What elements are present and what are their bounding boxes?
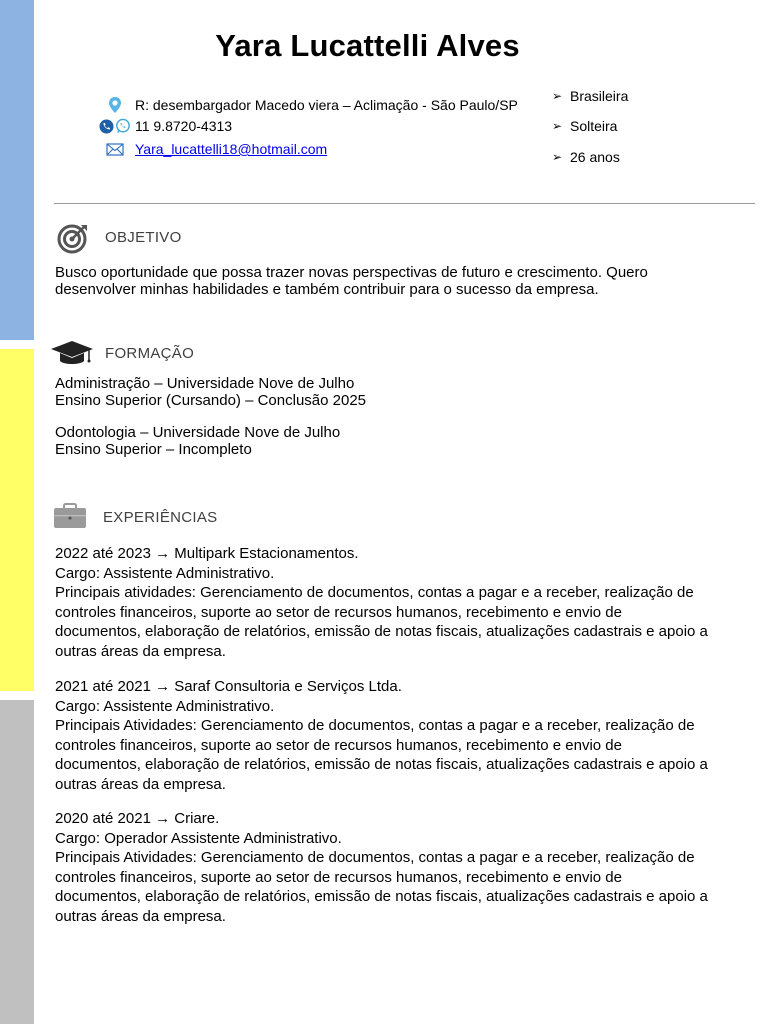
contact-address bbox=[96, 96, 518, 114]
experience-role: Cargo: Operador Assistente Administrativo. bbox=[55, 829, 342, 847]
objective-line: Busco oportunidade que possa trazer novas perspectivas de futuro e crescimento. Quero bbox=[55, 264, 648, 281]
side-bar-yellow bbox=[0, 349, 34, 691]
experience-line: outras áreas da empresa. bbox=[55, 775, 226, 793]
side-bar-gray bbox=[0, 700, 34, 1024]
phone-icon bbox=[99, 119, 114, 134]
education-course: Odontologia – Universidade Nove de Julho bbox=[55, 424, 341, 441]
address-text: R: desembargador Macedo viera – Aclimação - São Paulo/SP bbox=[135, 97, 518, 113]
objective-text bbox=[55, 264, 745, 298]
experience-line: controles financeiros, suporte ao setor de recursos humanos, recebimento e envio de bbox=[55, 603, 622, 621]
experience-line: controles financeiros, suporte ao setor de recursos humanos, recebimento e envio de bbox=[55, 736, 622, 754]
experience-header: 2020 até 2021 → Criare. bbox=[55, 810, 220, 827]
education-entry bbox=[55, 375, 745, 409]
experience-line: outras áreas da empresa. bbox=[55, 642, 226, 660]
phone-text: 11 9.8720-4313 bbox=[135, 118, 233, 134]
experience-role: Cargo: Assistente Administrativo. bbox=[55, 564, 275, 582]
fact-nationality bbox=[552, 88, 628, 104]
experience-line: documentos, elaboração de relatórios, emissão de notas fiscais, atualizações cadastrais e apoio a bbox=[55, 888, 708, 905]
experience-line: Principais atividades: Gerenciamento de documentos, contas a pagar e a receber, realização de bbox=[55, 584, 694, 601]
location-pin-icon bbox=[96, 96, 134, 114]
target-icon bbox=[56, 222, 90, 259]
fact-text: Brasileira bbox=[570, 88, 629, 104]
contact-phone bbox=[96, 118, 232, 134]
candidate-name: Yara Lucattelli Alves bbox=[215, 28, 520, 63]
fact-text: Solteira bbox=[570, 118, 618, 134]
graduation-cap-icon bbox=[50, 339, 94, 372]
arrowhead-bullet-icon: ➢ bbox=[552, 119, 563, 133]
experience-line: Principais Atividades: Gerenciamento de documentos, contas a pagar e a receber, realização de bbox=[55, 849, 695, 866]
experience-line: controles financeiros, suporte ao setor de recursos humanos, recebimento e envio de bbox=[55, 868, 622, 886]
section-title-experience: EXPERIÊNCIAS bbox=[103, 509, 218, 526]
education-entry bbox=[55, 424, 745, 458]
briefcase-icon bbox=[53, 502, 87, 535]
experience-role: Cargo: Assistente Administrativo. bbox=[55, 697, 275, 715]
email-link[interactable]: Yara_lucattelli18@hotmail.com bbox=[135, 141, 328, 157]
objective-line: desenvolver minhas habilidades e também contribuir para o sucesso da empresa. bbox=[55, 281, 599, 298]
fact-text: 26 anos bbox=[570, 149, 620, 165]
arrowhead-bullet-icon: ➢ bbox=[552, 150, 563, 164]
email-icon bbox=[96, 143, 134, 156]
section-title-education: FORMAÇÃO bbox=[105, 345, 195, 362]
phone-whatsapp-icons bbox=[96, 118, 134, 134]
experience-entry bbox=[55, 544, 745, 661]
experience-entry bbox=[55, 677, 745, 794]
education-detail: Ensino Superior – Incompleto bbox=[55, 441, 252, 458]
section-title-objective: OBJETIVO bbox=[105, 229, 182, 246]
fact-age bbox=[552, 149, 620, 165]
experience-line: Principais Atividades: Gerenciamento de documentos, contas a pagar e a receber, realização de bbox=[55, 717, 695, 734]
whatsapp-icon bbox=[115, 118, 131, 134]
contact-email bbox=[96, 141, 327, 157]
experience-line: documentos, elaboração de relatórios, emissão de notas fiscais, atualizações cadastrais e apoio a bbox=[55, 756, 708, 773]
experience-entry bbox=[55, 809, 745, 926]
experience-line: documentos, elaboração de relatórios, emissão de notas fiscais, atualizações cadastrais e apoio a bbox=[55, 623, 708, 640]
experience-header: 2022 até 2023 → Multipark Estacionamentos. bbox=[55, 545, 359, 562]
divider bbox=[54, 203, 755, 204]
arrowhead-bullet-icon: ➢ bbox=[552, 89, 563, 103]
fact-marital-status bbox=[552, 118, 617, 134]
education-detail: Ensino Superior (Cursando) – Conclusão 2025 bbox=[55, 392, 367, 409]
experience-line: outras áreas da empresa. bbox=[55, 907, 226, 925]
education-course: Administração – Universidade Nove de Julho bbox=[55, 375, 355, 392]
experience-header: 2021 até 2021 → Saraf Consultoria e Serviços Ltda. bbox=[55, 678, 402, 695]
